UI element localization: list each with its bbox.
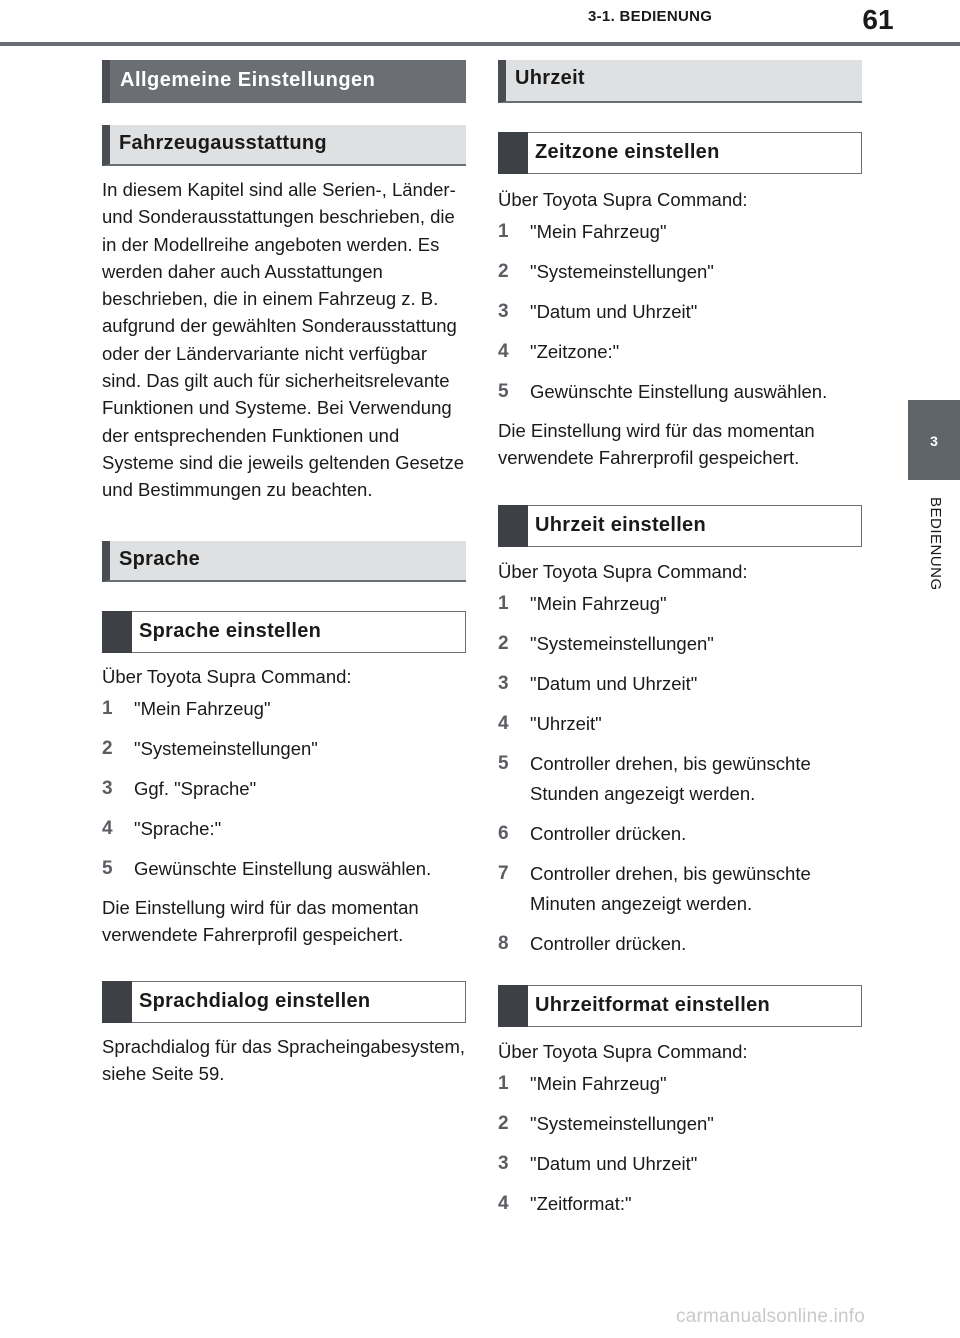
time-intro: Über Toyota Supra Command: [498, 560, 748, 582]
heading-voice-dialog [102, 981, 466, 1023]
step-number: 2 [102, 737, 113, 759]
step-item [102, 734, 466, 764]
step-number: 4 [498, 1192, 509, 1214]
step-number: 8 [498, 932, 509, 954]
step-text: "Systemeinstellungen" [530, 632, 714, 654]
page-number: 61 [862, 4, 894, 35]
time-steps [498, 589, 862, 959]
step-item [498, 1149, 862, 1179]
format-steps [498, 1069, 862, 1219]
language-intro: Über Toyota Supra Command: [102, 665, 352, 687]
heading-set-timezone [498, 132, 862, 174]
step-text: "Zeitzone:" [530, 341, 620, 362]
step-item [498, 377, 862, 407]
page-header [0, 0, 960, 50]
left-column [102, 60, 466, 1088]
step-item [498, 629, 862, 659]
step-number: 1 [498, 221, 509, 242]
step-text: Controller drehen, bis gewünschte Stunden angezeigt werden. [530, 752, 811, 804]
step-item [498, 1069, 862, 1099]
step-item [498, 859, 862, 919]
step-number: 1 [102, 697, 113, 719]
step-number: 1 [498, 592, 509, 614]
step-item [102, 814, 466, 844]
step-number: 3 [498, 1152, 509, 1174]
timezone-steps [498, 217, 862, 407]
step-number: 5 [498, 752, 509, 774]
step-item [498, 819, 862, 849]
step-text: Controller drücken. [530, 822, 687, 844]
step-item [102, 854, 466, 884]
step-number: 4 [102, 817, 113, 839]
step-text: Ggf. "Sprache" [134, 777, 257, 799]
step-text: "Datum und Uhrzeit" [530, 301, 698, 322]
step-item [498, 1109, 862, 1139]
step-item [498, 257, 862, 287]
step-item [498, 669, 862, 699]
step-text: "Uhrzeit" [530, 712, 602, 734]
format-intro: Über Toyota Supra Command: [498, 1040, 748, 1062]
step-number: 7 [498, 862, 509, 884]
timezone-intro: Über Toyota Supra Command: [498, 189, 748, 210]
step-number: 2 [498, 1112, 509, 1134]
step-number: 3 [498, 672, 509, 694]
step-text: Controller drücken. [530, 932, 687, 954]
heading-vehicle-equipment [102, 125, 466, 166]
step-item [498, 709, 862, 739]
chapter-tab-number: 3 [930, 433, 938, 449]
step-number: 5 [498, 381, 509, 402]
step-item [498, 217, 862, 247]
step-text: "Systemeinstellungen" [530, 261, 714, 282]
step-item [498, 589, 862, 619]
heading-time-format-text: Uhrzeitformat einstellen [535, 993, 771, 1016]
chapter-title: 3-1. BEDIENUNG [588, 8, 713, 25]
step-text: "Datum und Uhrzeit" [530, 672, 698, 694]
heading-set-timezone-text: Zeitzone einstellen [535, 141, 720, 163]
heading-set-language-text: Sprache einstellen [139, 619, 322, 642]
heading-set-time-text: Uhrzeit einstellen [535, 513, 706, 536]
heading-time-text: Uhrzeit [515, 67, 585, 89]
step-item [498, 297, 862, 327]
voice-dialog-paragraph: Sprachdialog für das Spracheingabesystem, siehe Seite 59. [102, 1036, 466, 1085]
equipment-paragraph: In diesem Kapitel sind alle Serien-, Länder- und Sonderausstattungen beschrieben, die in der Modellreihe angeboten werden. Es werden daher auch Ausstattungen beschrieben, die in einem Fahrzeug z. B. aufgrund der gewählten Sonderausstattung oder der Ländervariante nicht verfügbar sind. Das gilt auch für sicherheitsrelevante Funktionen und Systeme. Bei Verwendung der entsprechenden Funktionen und Systeme sind die jeweils geltenden Gesetze und Bestimmungen zu beachten. [102, 179, 464, 501]
step-text: "Mein Fahrzeug" [530, 221, 667, 242]
chapter-side-label: BEDIENUNG [927, 497, 944, 591]
step-number: 3 [498, 301, 509, 322]
heading-time [498, 60, 862, 103]
step-text: "Mein Fahrzeug" [530, 592, 667, 614]
step-text: "Sprache:" [134, 817, 222, 839]
step-text: "Systemeinstellungen" [530, 1112, 714, 1134]
step-text: "Mein Fahrzeug" [530, 1072, 667, 1094]
heading-voice-dialog-text: Sprachdialog einstellen [139, 990, 371, 1013]
heading-set-language [102, 611, 466, 653]
step-text: Gewünschte Einstellung auswählen. [134, 857, 432, 879]
step-number: 4 [498, 341, 509, 362]
step-text: "Datum und Uhrzeit" [530, 1152, 698, 1174]
step-item [498, 337, 862, 367]
heading-vehicle-equipment-text: Fahrzeugausstattung [119, 132, 327, 154]
language-note: Die Einstellung wird für das momentan verwendete Fahrerprofil gespeichert. [102, 896, 419, 945]
step-item [498, 929, 862, 959]
step-number: 3 [102, 777, 113, 799]
step-text: "Systemeinstellungen" [134, 737, 318, 759]
step-number: 4 [498, 712, 509, 734]
heading-time-format [498, 985, 862, 1027]
step-item [498, 1189, 862, 1219]
step-text: Gewünschte Einstellung auswählen. [530, 381, 828, 402]
chapter-tab [908, 400, 960, 480]
step-number: 5 [102, 857, 113, 879]
step-text: "Mein Fahrzeug" [134, 697, 271, 719]
step-number: 6 [498, 822, 509, 844]
step-number: 1 [498, 1072, 509, 1094]
heading-language-text: Sprache [119, 547, 201, 570]
timezone-note: Die Einstellung wird für das momentan verwendete Fahrerprofil gespeichert. [498, 420, 815, 469]
heading-language [102, 541, 466, 582]
step-text: Controller drehen, bis gewünschte Minuten angezeigt werden. [530, 862, 811, 914]
step-item [102, 694, 466, 724]
heading-general-settings-text: Allgemeine Einstellungen [120, 69, 376, 91]
right-column [498, 60, 862, 1229]
heading-general-settings [102, 60, 466, 103]
step-item [102, 774, 466, 804]
heading-set-time [498, 505, 862, 547]
watermark: carmanualsonline.info [676, 1306, 866, 1327]
step-text: "Zeitformat:" [530, 1192, 632, 1214]
step-number: 2 [498, 261, 509, 282]
header-divider [0, 42, 960, 46]
step-number: 2 [498, 632, 509, 654]
language-steps [102, 694, 466, 884]
step-item [498, 749, 862, 809]
